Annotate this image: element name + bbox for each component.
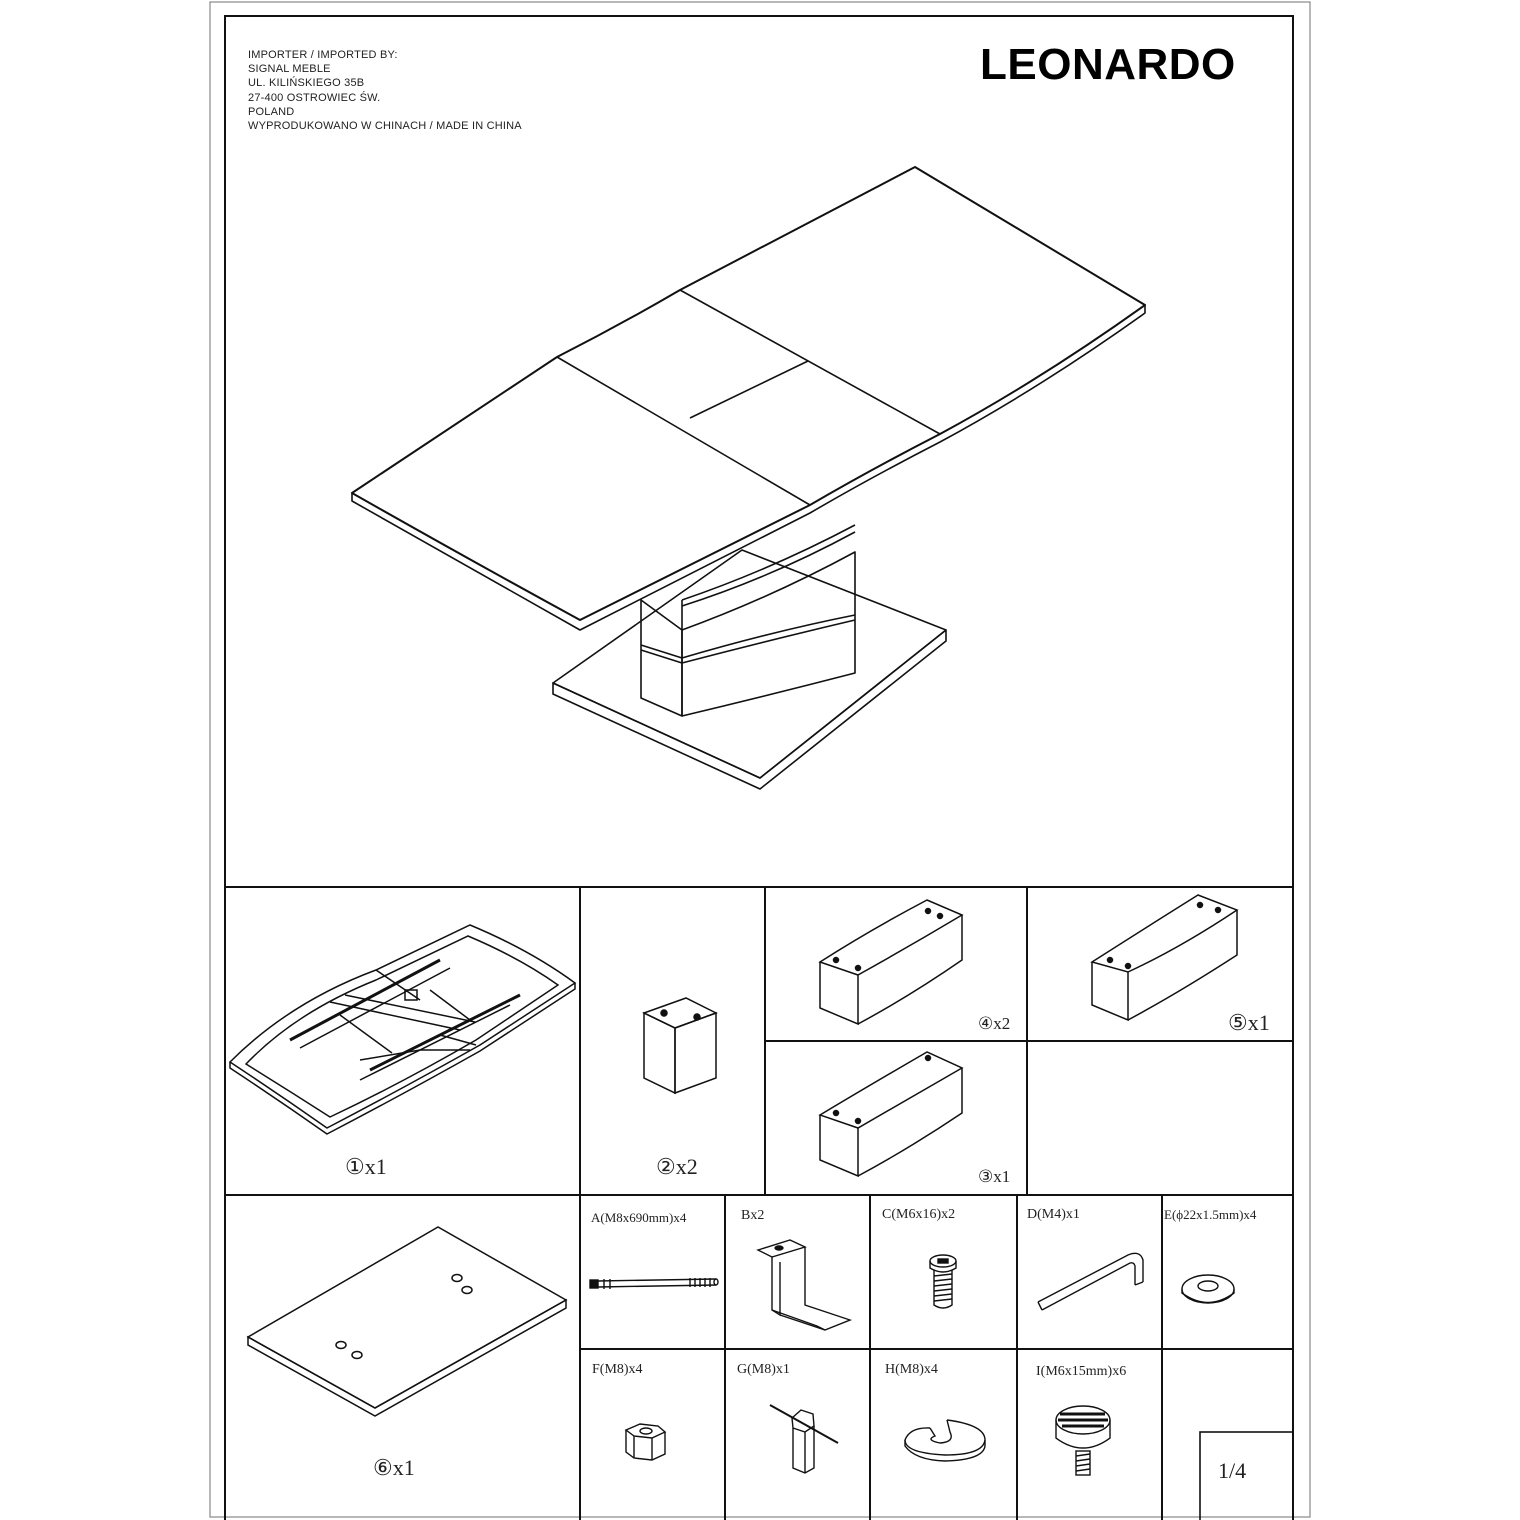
hardware-c-label: C(M6x16)x2: [882, 1207, 956, 1222]
hardware-a-drawing: [590, 1278, 718, 1289]
part-number: ⑥: [373, 1455, 393, 1480]
hardware-e-drawing: [1182, 1275, 1234, 1303]
hardware-i-label: I(M6x15mm)x6: [1036, 1364, 1127, 1379]
part-quantity: x1: [993, 1167, 1011, 1186]
importer-info: [248, 48, 522, 133]
part-quantity: x1: [1247, 1010, 1270, 1035]
part-number: ③: [978, 1167, 994, 1186]
part-number: ④: [978, 1014, 994, 1033]
hardware-h-label: H(M8)x4: [885, 1362, 938, 1377]
part-2-drawing: [644, 998, 716, 1093]
hardware-h-drawing: [905, 1420, 985, 1461]
table-assembly-drawing: [352, 167, 1145, 789]
part-6-drawing: [248, 1227, 566, 1416]
part-1-label: [345, 1154, 387, 1180]
importer-line: POLAND: [248, 105, 295, 118]
part-number: ⑤: [1228, 1010, 1248, 1035]
hardware-f-label: F(M8)x4: [592, 1362, 643, 1377]
part-number: ①: [345, 1154, 365, 1179]
hardware-a-label: A(M8x690mm)x4: [591, 1210, 687, 1225]
importer-line: UL. KILIŃSKIEGO 35B: [248, 77, 365, 90]
outer-frame: [210, 2, 1310, 1517]
page-number-box: [1200, 1432, 1293, 1520]
part-5-label: [1228, 1010, 1270, 1036]
importer-line: IMPORTER / IMPORTED BY:: [248, 49, 398, 61]
part-1-drawing: [230, 925, 575, 1134]
part-quantity: x2: [675, 1154, 698, 1179]
hardware-b-drawing: [758, 1240, 850, 1330]
part-3-label: [978, 1167, 1010, 1187]
part-quantity: x1: [392, 1455, 415, 1480]
page-number: 1/4: [1218, 1458, 1247, 1483]
hardware-d-label: D(M4)x1: [1027, 1207, 1080, 1222]
importer-line: WYPRODUKOWANO W CHINACH / MADE IN CHINA: [248, 120, 522, 133]
importer-line: SIGNAL MEBLE: [248, 63, 331, 76]
part-4-drawing: [820, 900, 962, 1024]
hardware-c-drawing: [930, 1255, 956, 1308]
hardware-d-drawing: [1038, 1253, 1143, 1310]
part-4-label: [978, 1014, 1010, 1034]
hardware-f-drawing: [626, 1424, 665, 1460]
hardware-e-label: E(ϕ22x1.5mm)x4: [1164, 1207, 1257, 1222]
product-title: LEONARDO: [980, 40, 1236, 89]
part-3-drawing: [820, 1052, 962, 1176]
part-6-label: [373, 1455, 415, 1481]
part-2-label: [656, 1154, 698, 1180]
hardware-g-drawing: [770, 1405, 838, 1473]
hardware-g-label: G(M8)x1: [737, 1362, 790, 1377]
part-quantity: x2: [993, 1014, 1011, 1033]
hardware-i-drawing: [1056, 1406, 1110, 1475]
part-number: ②: [656, 1154, 676, 1179]
hardware-b-label: Bx2: [741, 1208, 765, 1223]
importer-line: 27-400 OSTROWIEC ŚW.: [248, 91, 381, 104]
inner-frame: [225, 16, 1293, 1520]
part-5-drawing: [1092, 895, 1237, 1020]
part-quantity: x1: [364, 1154, 387, 1179]
